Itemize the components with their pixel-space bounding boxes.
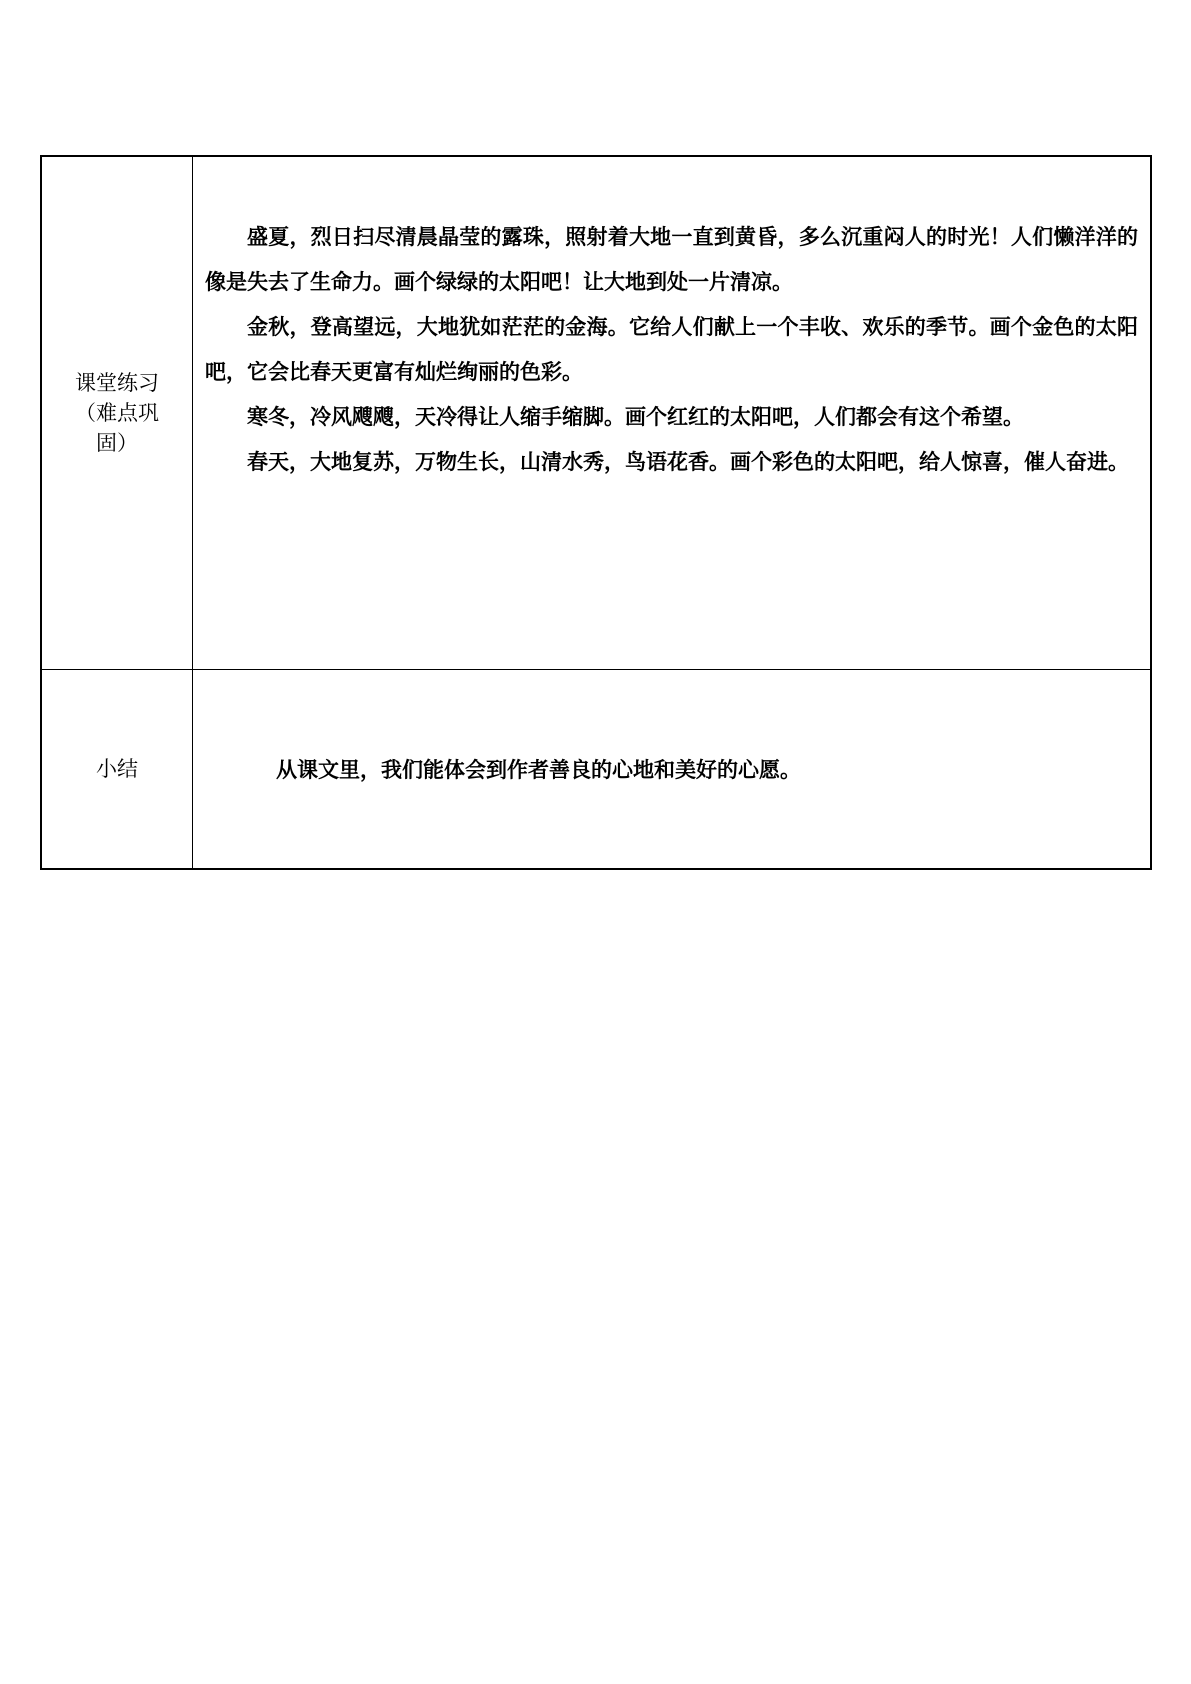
lesson-plan-table: [40, 155, 1152, 870]
paragraph-autumn: 金秋，登高望远，大地犹如茫茫的金海。它给人们献上一个丰收、欢乐的季节。画个金色的太阳吧，它会比春天更富有灿烂绚丽的色彩。: [205, 315, 1138, 384]
table-row: [41, 156, 1151, 670]
table-row: [41, 670, 1151, 870]
summary-text: 从课文里，我们能体会到作者善良的心地和美好的心愿。: [276, 758, 801, 782]
paragraph-spring: 春天，大地复苏，万物生长，山清水秀，鸟语花香。画个彩色的太阳吧，给人惊喜，催人奋进。: [247, 450, 1129, 474]
row-label-cell: [41, 156, 193, 670]
row-label-cell: [41, 670, 193, 870]
paragraph-summer: 盛夏，烈日扫尽清晨晶莹的露珠，照射着大地一直到黄昏，多么沉重闷人的时光！人们懒洋洋的像是失去了生命力。画个绿绿的太阳吧！让大地到处一片清凉。: [205, 225, 1138, 294]
row-label-practice: 课堂练习（难点巩固）: [75, 371, 159, 455]
summary-content-cell: [193, 670, 1152, 870]
row-label-summary: 小结: [96, 757, 138, 781]
paragraph-winter: 寒冬，冷风飕飕，天冷得让人缩手缩脚。画个红红的太阳吧，人们都会有这个希望。: [247, 405, 1024, 429]
practice-content-cell: [193, 156, 1152, 670]
